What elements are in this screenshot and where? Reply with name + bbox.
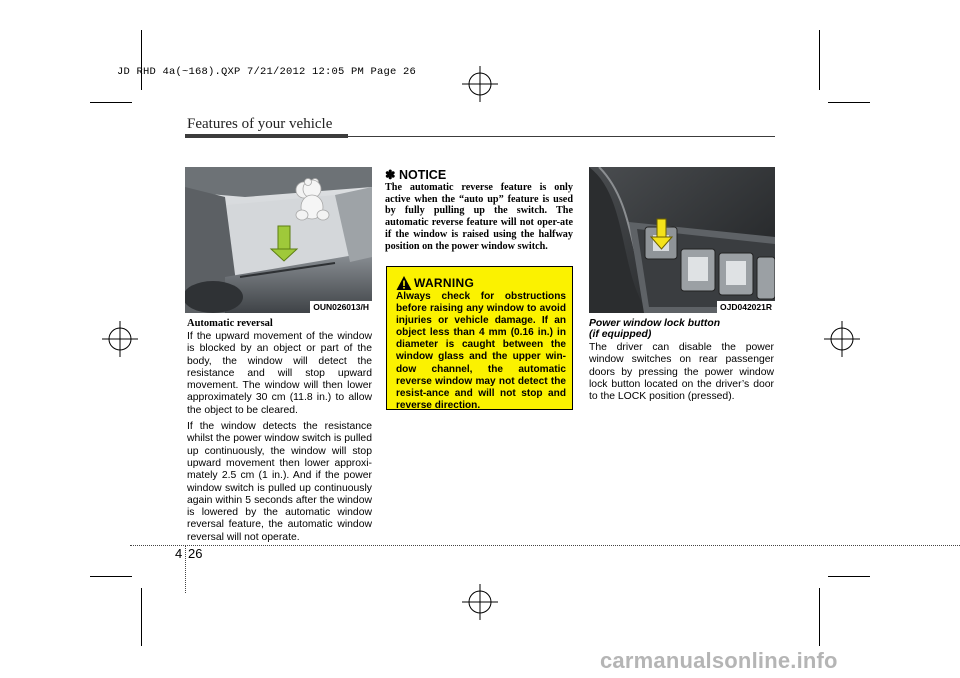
power-window-lock-photo	[589, 167, 775, 313]
auto-reversal-paragraph: If the window detects the resistance whilst the power window switch is pulled up continuously, the window will stop upward movement then lower approxi-mately 2.5 cm (1 in.). And if the power window switch is pulled up continuously again within 5 seconds after the window is lowered by the automatic window reversal feature, the automatic window reversal will not operate.	[187, 421, 372, 543]
registration-mark-icon	[824, 321, 860, 357]
page-number: 26	[188, 546, 203, 561]
warning-text: Always check for obstructions before raising any window to avoid injuries or vehicle damage. If an object less than 4 mm (0.16 in.) in diameter is caught between the window glass and the upper win-dow channel, the automatic reverse window may not detect the resist-ance and will not stop and reverse direction.	[396, 291, 566, 411]
footer-divider	[185, 545, 186, 593]
registration-mark-icon	[462, 66, 498, 102]
crop-mark	[90, 576, 132, 577]
photo-code-label: OUN026013/H	[310, 301, 372, 313]
registration-mark-icon	[462, 584, 498, 620]
crop-mark	[141, 588, 142, 646]
watermark-text: carmanualsonline.info	[600, 648, 838, 673]
lock-button-title: Power window lock button	[589, 318, 721, 329]
crop-mark	[828, 576, 870, 577]
warning-triangle-icon	[396, 275, 412, 291]
notice-text: The automatic reverse feature is only active when the “auto up” feature is used by fully pulling up the switch. The automatic reverse feature will not oper-ate if the window is raised using the halfway position on the power window switch.	[385, 182, 573, 252]
chapter-number: 4	[175, 546, 183, 561]
notice-heading: ✽ NOTICE	[385, 168, 447, 182]
warning-box	[386, 266, 573, 410]
footer-rule	[130, 545, 960, 546]
crop-mark	[819, 588, 820, 646]
header-rule	[185, 134, 348, 138]
print-slug: JD RHD 4a(~168).QXP 7/21/2012 12:05 PM Page 26	[117, 66, 417, 78]
auto-reversal-body	[187, 331, 372, 548]
registration-mark-icon	[102, 321, 138, 357]
lock-button-qualifier: (if equipped)	[589, 329, 652, 340]
auto-reversal-paragraph: If the upward movement of the window is blocked by an object or part of the body, the window will detect the resistance and will stop upward movement. The window will then lower approximately 30 cm (11.8 in.) to allow the object to be cleared.	[187, 331, 372, 416]
crop-mark	[90, 102, 132, 103]
crop-mark	[819, 30, 820, 90]
auto-reversal-heading: Automatic reversal	[187, 318, 273, 329]
photo-code-label: OJD042021R	[717, 301, 775, 313]
lock-button-heading	[589, 318, 720, 340]
warning-heading: WARNING	[414, 276, 475, 290]
section-title: Features of your vehicle	[187, 116, 333, 132]
crop-mark	[828, 102, 870, 103]
lock-button-body: The driver can disable the power window switches on rear passenger doors by pressing the power window lock button located on the driver’s door to the LOCK position (pressed).	[589, 342, 774, 403]
window-obstruction-photo	[185, 167, 372, 313]
header-rule	[348, 136, 775, 137]
crop-mark	[141, 30, 142, 90]
